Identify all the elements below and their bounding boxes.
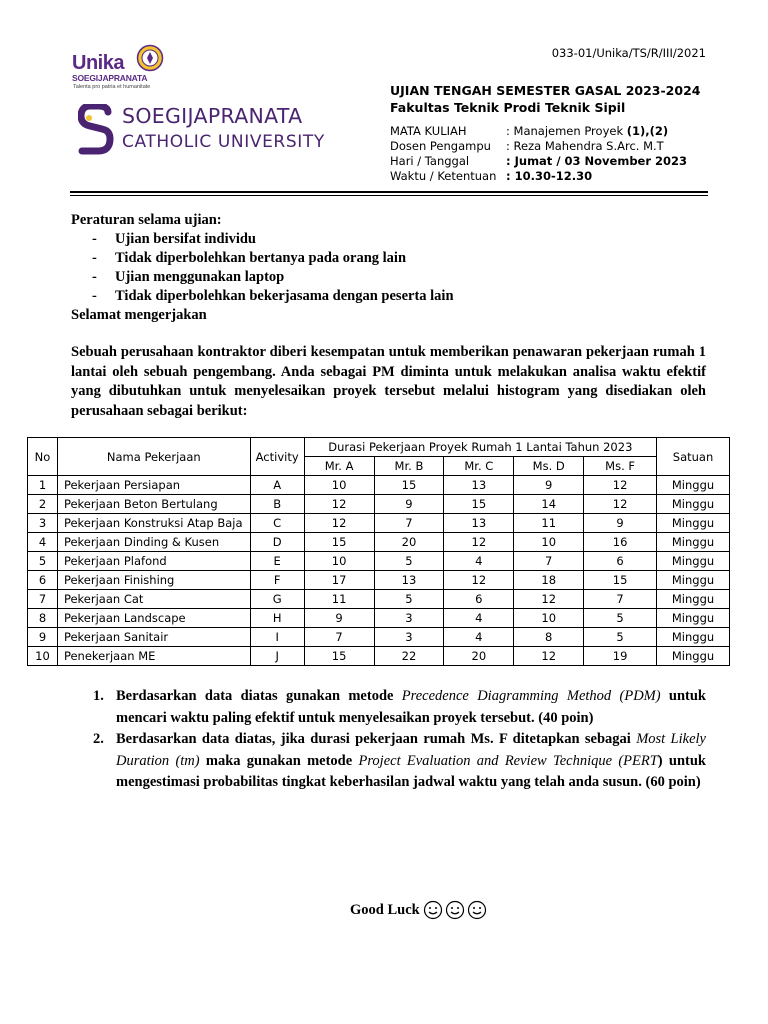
col-header-person: Mr. A [304,457,374,476]
duration-value: 11 [304,590,374,609]
duration-value: 8 [514,628,584,647]
question-text: ) untuk mengestimasi probabilitas tingkat keberhasilan jadwal waktu yang telah anda susun. (60 poin) [116,752,706,790]
table-row [28,571,730,590]
questions [93,686,706,794]
duration-value: 13 [444,476,514,495]
duration-value: 12 [304,514,374,533]
meta-value-bold: : 10.30-12.30 [506,169,593,183]
unit-value: Minggu [657,552,730,571]
duration-value: 4 [444,609,514,628]
question-term: Project Evaluation and Review Technique (PERT [358,752,658,769]
activity-code: I [250,628,304,647]
duration-value: 5 [584,628,657,647]
table-row [28,628,730,647]
duration-value: 5 [374,552,444,571]
table-row [28,476,730,495]
unit-value: Minggu [657,609,730,628]
meta-label: Dosen Pengampu [390,139,491,153]
question-text: untuk mencari waktu paling efektif untuk menyelesaikan proyek tersebut. (40 poin) [116,688,706,726]
logo-tagline: Talenta pro patria et humanitate [73,84,151,90]
duration-value: 9 [514,476,584,495]
col-header-person: Mr. C [444,457,514,476]
duration-value: 15 [584,571,657,590]
col-header-unit: Satuan [657,438,730,476]
smiley-icon [445,900,465,920]
duration-value: 6 [444,590,514,609]
rules-list [71,230,454,306]
unit-value: Minggu [657,476,730,495]
question-number: 2. [93,731,104,747]
unit-value: Minggu [657,628,730,647]
unit-value: Minggu [657,495,730,514]
row-number: 4 [28,533,58,552]
rule-item: - Ujian bersifat individu [71,230,454,249]
duration-value: 13 [374,571,444,590]
exam-meta [390,124,700,184]
s-logo-mark-icon [78,104,114,158]
duration-table [27,437,730,666]
duration-value: 18 [514,571,584,590]
meta-row-course [390,124,700,139]
col-header-activity: Activity [250,438,304,476]
duration-value: 5 [374,590,444,609]
unit-value: Minggu [657,590,730,609]
rule-item: - Tidak diperbolehkan bertanya pada orang lain [71,249,454,268]
meta-label: MATA KULIAH [390,124,467,138]
duration-value: 11 [514,514,584,533]
col-header-no: No [28,438,58,476]
meta-row-lecturer [390,139,700,154]
document-reference: 033-01/Unika/TS/R/III/2021 [551,46,706,60]
question-item [93,686,706,729]
col-header-duration-group: Durasi Pekerjaan Proyek Rumah 1 Lantai Tahun 2023 [304,438,656,457]
duration-value: 15 [374,476,444,495]
duration-value: 19 [584,647,657,666]
duration-value: 20 [444,647,514,666]
header-divider-thin [70,195,708,196]
logo-sub-text: SOEGIJAPRANATA [72,73,148,83]
meta-row-time [390,169,700,184]
activity-code: A [250,476,304,495]
duration-value: 12 [444,571,514,590]
job-name: Pekerjaan Landscape [57,609,250,628]
smileys [423,900,487,920]
unit-value: Minggu [657,647,730,666]
good-luck-text: Good Luck [350,901,420,918]
duration-value: 9 [374,495,444,514]
meta-label: Hari / Tanggal [390,154,470,168]
duration-value: 7 [514,552,584,571]
duration-value: 15 [304,533,374,552]
job-name: Pekerjaan Cat [57,590,250,609]
duration-value: 22 [374,647,444,666]
duration-value: 13 [444,514,514,533]
table-row [28,495,730,514]
activity-code: G [250,590,304,609]
row-number: 3 [28,514,58,533]
duration-value: 10 [514,609,584,628]
row-number: 8 [28,609,58,628]
smiley-icon [467,900,487,920]
duration-value: 16 [584,533,657,552]
duration-value: 10 [304,476,374,495]
duration-value: 10 [304,552,374,571]
duration-value: 20 [374,533,444,552]
meta-value: : Manajemen Proyek [506,124,627,138]
smiley-icon [423,900,443,920]
meta-value: : Reza Mahendra S.Arc. M.T [506,139,664,153]
logo-line1: SOEGIJAPRANATA [122,104,303,128]
logo-line2: CATHOLIC UNIVERSITY [122,132,325,152]
question-item [93,729,706,794]
duration-value: 12 [514,590,584,609]
activity-code: D [250,533,304,552]
row-number: 2 [28,495,58,514]
exam-subtitle: Fakultas Teknik Prodi Teknik Sipil [390,100,626,115]
question-term: Precedence Diagramming Method (PDM) [401,688,661,704]
duration-value: 7 [304,628,374,647]
logo-unika-text: Unika [72,52,124,74]
row-number: 6 [28,571,58,590]
duration-value: 10 [514,533,584,552]
row-number: 10 [28,647,58,666]
table-row [28,609,730,628]
duration-value: 12 [514,647,584,666]
activity-code: B [250,495,304,514]
duration-value: 12 [584,476,657,495]
activity-code: E [250,552,304,571]
rule-item: - Tidak diperbolehkan bekerjasama dengan peserta lain [71,287,454,306]
job-name: Pekerjaan Sanitair [57,628,250,647]
unit-value: Minggu [657,514,730,533]
soegijapranata-logo [78,104,348,160]
duration-value: 12 [444,533,514,552]
question-term: Most Likely Duration (tm) [116,731,706,769]
unit-value: Minggu [657,533,730,552]
table-row [28,590,730,609]
activity-code: J [250,647,304,666]
unit-value: Minggu [657,571,730,590]
header-divider [70,191,708,193]
university-seal-icon [136,44,164,72]
exam-rules [71,211,454,325]
activity-code: H [250,609,304,628]
duration-value: 15 [304,647,374,666]
meta-label: Waktu / Ketentuan [390,169,497,183]
activity-code: C [250,514,304,533]
meta-value-bold: (1),(2) [626,124,669,138]
col-header-person: Ms. D [514,457,584,476]
row-number: 1 [28,476,58,495]
duration-value: 3 [374,628,444,647]
duration-value: 3 [374,609,444,628]
intro-paragraph: Sebuah perusahaan kontraktor diberi kesempatan untuk memberikan penawaran pekerjaan rumah 1 lantai oleh sebuah pengembang. Anda sebagai PM diminta untuk melakukan analisa waktu efektif yang dibutuhkan untuk menyelesaikan proyek tersebut melalui histogram yang disediakan oleh perusahaan sebagai berikut: [71,344,706,419]
job-name: Pekerjaan Beton Bertulang [57,495,250,514]
duration-value: 6 [584,552,657,571]
table-body [28,476,730,666]
job-name: Penekerjaan ME [57,647,250,666]
job-name: Pekerjaan Plafond [57,552,250,571]
good-luck [350,900,487,920]
unika-logo [70,44,170,92]
row-number: 7 [28,590,58,609]
question-text: Berdasarkan data diatas, jika durasi pekerjaan rumah Ms. F ditetapkan sebagai [116,731,637,747]
duration-value: 5 [584,609,657,628]
question-text: maka gunakan metode [199,752,359,769]
question-number: 1. [93,688,104,704]
duration-value: 12 [584,495,657,514]
duration-value: 7 [584,590,657,609]
duration-value: 15 [444,495,514,514]
rule-item: - Ujian menggunakan laptop [71,268,454,287]
duration-value: 4 [444,628,514,647]
exam-header [390,83,700,184]
duration-value: 17 [304,571,374,590]
duration-value: 7 [374,514,444,533]
rules-closing: Selamat mengerjakan [71,307,207,323]
job-name: Pekerjaan Konstruksi Atap Baja [57,514,250,533]
job-name: Pekerjaan Dinding & Kusen [57,533,250,552]
table-row [28,533,730,552]
col-header-person: Mr. B [374,457,444,476]
meta-value-bold: : Jumat / 03 November 2023 [506,154,688,168]
row-number: 5 [28,552,58,571]
row-number: 9 [28,628,58,647]
activity-code: F [250,571,304,590]
job-name: Pekerjaan Finishing [57,571,250,590]
question-text: Berdasarkan data diatas gunakan metode [116,688,402,704]
col-header-name: Nama Pekerjaan [57,438,250,476]
duration-value: 14 [514,495,584,514]
job-name: Pekerjaan Persiapan [57,476,250,495]
duration-value: 4 [444,552,514,571]
meta-row-date [390,154,700,169]
duration-value: 9 [304,609,374,628]
duration-value: 12 [304,495,374,514]
col-header-person: Ms. F [584,457,657,476]
duration-value: 9 [584,514,657,533]
rules-title: Peraturan selama ujian: [71,212,222,228]
table-row [28,647,730,666]
table-row [28,514,730,533]
table-row [28,552,730,571]
exam-title: UJIAN TENGAH SEMESTER GASAL 2023-2024 [390,83,701,98]
